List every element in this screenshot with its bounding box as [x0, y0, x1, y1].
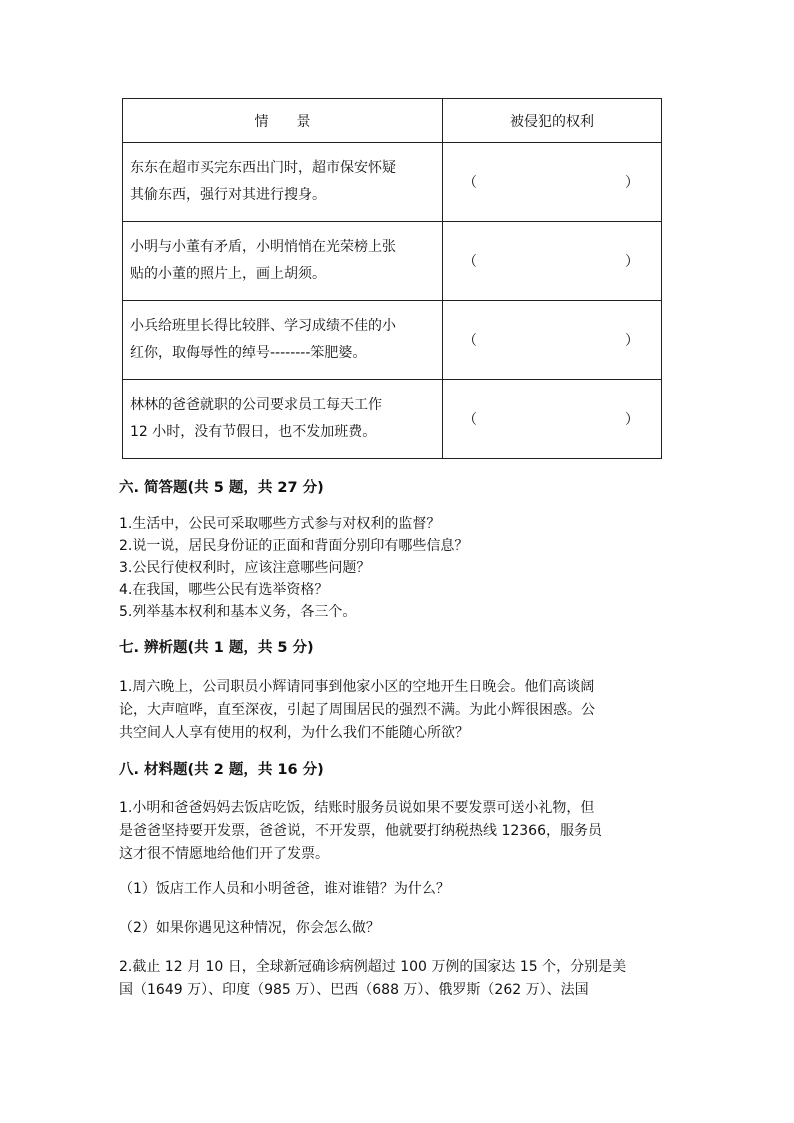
scene-cell	[123, 143, 443, 222]
section-8-question-1	[119, 797, 679, 866]
scene-cell	[123, 301, 443, 380]
question-item: 2.说一说，居民身份证的正面和背面分别印有哪些信息？	[119, 538, 469, 554]
question-line: 这才很不情愿地给他们开了发票。	[119, 846, 329, 862]
section-8-question-2	[119, 956, 679, 1002]
section-7-title: 七. 辨析题(共 1 题，共 5 分)	[119, 640, 314, 656]
question-line: 共空间人人享有使用的权利，为什么我们不能随心所欲？	[119, 725, 469, 741]
scene-cell	[123, 222, 443, 301]
scene-line: 小明与小董有矛盾，小明悄悄在光荣榜上张	[130, 239, 396, 255]
scene-line: 红你，取侮辱性的绰号--------笨肥婆。	[130, 345, 367, 361]
question-line: 论，大声喧哗，直至深夜，引起了周围居民的强烈不满。为此小辉很困惑。公	[119, 702, 595, 718]
header-scene: 情 景	[123, 99, 443, 143]
sub-question-1: （1）饭店工作人员和小明爸爸，谁对谁错？为什么？	[119, 881, 450, 897]
answer-blank[interactable]	[443, 222, 662, 301]
table-row	[123, 143, 662, 222]
answer-blank[interactable]	[443, 380, 662, 459]
answer-blank[interactable]	[443, 301, 662, 380]
question-line: 国（1649 万）、印度（985 万）、巴西（688 万）、俄罗斯（262 万）、法国	[119, 982, 589, 998]
question-line: 1.小明和爸爸妈妈去饭店吃饭，结账时服务员说如果不要发票可送小礼物，但	[119, 800, 595, 816]
question-item: 1.生活中，公民可采取哪些方式参与对权利的监督？	[119, 516, 441, 532]
section-7-question	[119, 676, 679, 745]
scene-line: 小兵给班里长得比较胖、学习成绩不佳的小	[130, 318, 396, 334]
table-row	[123, 380, 662, 459]
close-paren: ）	[625, 333, 639, 349]
answer-blank[interactable]	[443, 143, 662, 222]
close-paren: ）	[625, 254, 639, 270]
open-paren: （	[463, 175, 477, 191]
header-rights: 被侵犯的权利	[443, 99, 662, 143]
scene-line: 12 小时，没有节假日，也不发加班费。	[130, 424, 377, 440]
section-6-title: 六. 简答题(共 5 题，共 27 分)	[119, 480, 324, 496]
rights-table	[122, 98, 662, 459]
open-paren: （	[463, 333, 477, 349]
table-row	[123, 301, 662, 380]
section-8-title: 八. 材料题(共 2 题，共 16 分)	[119, 762, 324, 778]
section-6-questions	[119, 513, 679, 623]
sub-question-2: （2）如果你遇见这种情况，你会怎么做？	[119, 920, 380, 936]
close-paren: ）	[625, 175, 639, 191]
question-item: 3.公民行使权利时，应该注意哪些问题？	[119, 560, 371, 576]
scene-line: 林林的爸爸就职的公司要求员工每天工作	[130, 397, 382, 413]
scene-line: 其偷东西，强行对其进行搜身。	[130, 187, 326, 203]
open-paren: （	[463, 254, 477, 270]
question-line: 2.截止 12 月 10 日，全球新冠确诊病例超过 100 万例的国家达 15 个，分别是美	[119, 959, 627, 975]
scene-line: 东东在超市买完东西出门时，超市保安怀疑	[130, 160, 396, 176]
question-line: 是爸爸坚持要开发票，爸爸说，不开发票，他就要打纳税热线 12366，服务员	[119, 823, 602, 839]
question-line: 1.周六晚上，公司职员小辉请同事到他家小区的空地开生日晚会。他们高谈阔	[119, 679, 595, 695]
question-item: 5.列举基本权利和基本义务，各三个。	[119, 604, 357, 620]
close-paren: ）	[625, 412, 639, 428]
table-header-row	[123, 99, 662, 143]
question-item: 4.在我国，哪些公民有选举资格？	[119, 582, 329, 598]
table-row	[123, 222, 662, 301]
scene-cell	[123, 380, 443, 459]
scene-line: 贴的小董的照片上，画上胡须。	[130, 266, 326, 282]
open-paren: （	[463, 412, 477, 428]
